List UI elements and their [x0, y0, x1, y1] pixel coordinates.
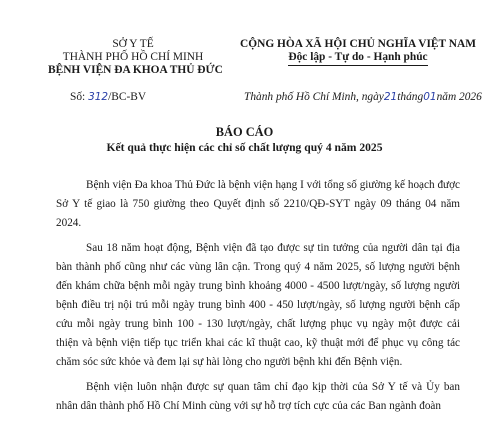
paragraph-1: Bệnh viện Đa khoa Thủ Đức là bệnh viện hạng I với tổng số giường kế hoạch được Sở Y tế giao là 750 giường theo Quyết định số 2210/QĐ-SYT ngày 09 tháng 04 năm 2024.: [56, 179, 460, 229]
national-motto: Độc lập - Tự do - Hạnh phúc: [288, 51, 427, 66]
doc-number-suffix: /BC-BV: [108, 91, 147, 103]
paragraph-2: Sau 18 năm hoạt động, Bệnh viện đã tạo được sự tin tưởng của người dân tại địa bàn thành phố cũng như các vùng lân cận. Trong quý 4 năm 2025, số lượng người bệnh đến khám chữa bệnh mỗi ngày trung bình khoảng 4000 - 4500 lượt/ngày, số lượng người bệnh điều trị nội trú mỗi ngày trung bình 400 - 450 lượt/ngày, số lượng người bệnh cấp cứu mỗi ngày trung bình 100 - 130 lượt/ngày, chất lượng phục vụ ngày một được cải thiện và bệnh viện tiếp tục triển khai các kĩ thuật cao, kỹ thuật mới để phục vụ công tác chăm sóc sức khỏe và đem lại sự hài lòng cho người bệnh khi đến Bệnh viện.: [56, 242, 460, 368]
date-month-label: tháng: [397, 91, 424, 103]
date-day-handwritten: 21: [383, 91, 398, 103]
ministry-name: SỞ Y TẾ: [112, 38, 154, 50]
issuing-agency-header: [48, 38, 223, 77]
city-name: THÀNH PHỐ HỒ CHÍ MINH: [62, 51, 204, 63]
doc-number-prefix: Số:: [70, 91, 86, 103]
doc-number-handwritten: 312: [88, 91, 109, 103]
paragraph-3: Bệnh viện luôn nhận được sự quan tâm chỉ đạo kịp thời của Sở Y tế và Ủy ban nhân dân thành phố Hồ Chí Minh cùng với sự hỗ trợ tích cực của các Ban ngành đoàn: [56, 381, 460, 412]
national-header: [238, 38, 478, 66]
nation-name: CỘNG HÒA XÃ HỘI CHỦ NGHĨA VIỆT NAM: [240, 38, 476, 50]
report-subtitle: Kết quả thực hiện các chỉ số chất lượng quý 4 năm 2025: [106, 141, 383, 154]
date-year-label: năm 2026: [436, 91, 482, 103]
issue-date-line: [244, 91, 482, 103]
date-place: Thành phố Hồ Chí Minh, ngày: [244, 91, 384, 103]
date-month-handwritten: 01: [423, 91, 437, 103]
report-title: BÁO CÁO: [215, 125, 274, 139]
report-body: [56, 176, 460, 422]
hospital-name: BỆNH VIỆN ĐA KHOA THỦ ĐỨC: [48, 64, 223, 76]
document-number: [70, 91, 146, 103]
